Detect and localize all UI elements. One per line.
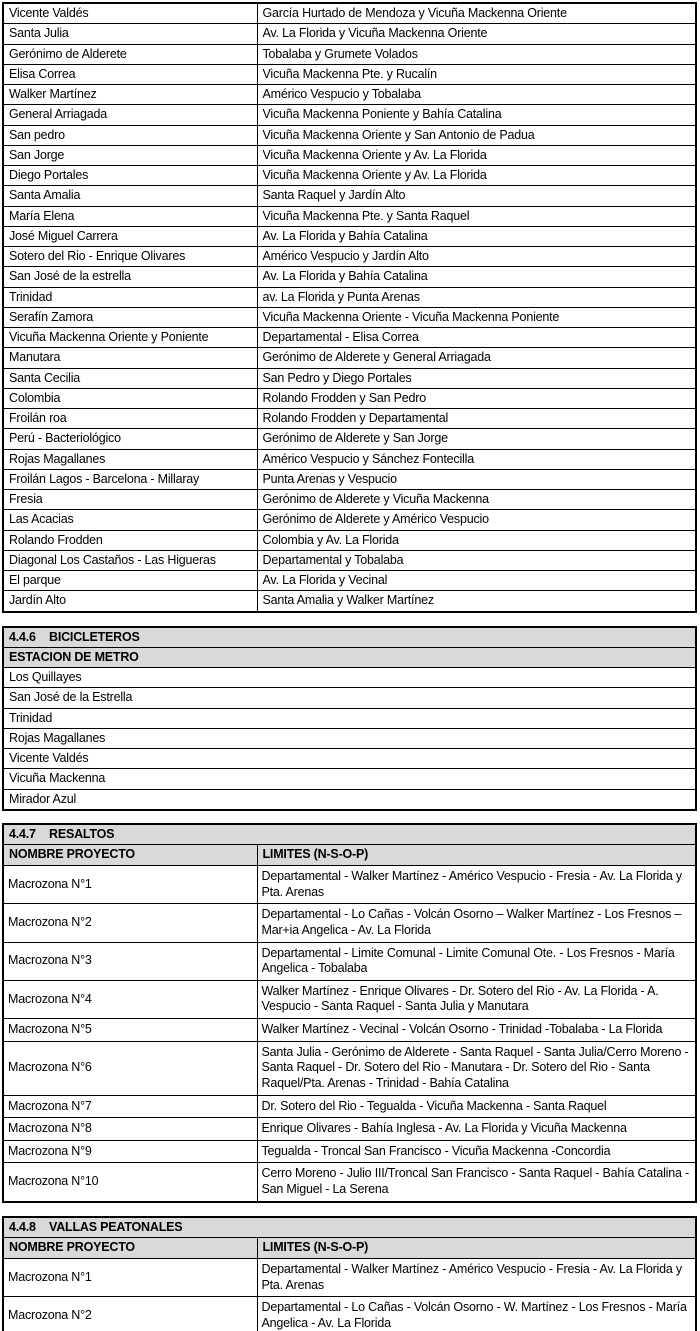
- station-name-cell: Froilán Lagos - Barcelona - Millaray: [3, 469, 257, 489]
- table-row: [3, 510, 696, 530]
- table-row: [3, 409, 696, 429]
- station-name-cell: Sotero del Rio - Enrique Olivares: [3, 247, 257, 267]
- limits-cell: Dr. Sotero del Rio - Tegualda - Vicuña Mackenna - Santa Raquel: [257, 1095, 696, 1118]
- project-name-cell: Macrozona N°1: [3, 1258, 257, 1296]
- column-header-nombre-proyecto: NOMBRE PROYECTO: [3, 1238, 257, 1259]
- limits-cell: Departamental y Tobalaba: [257, 550, 696, 570]
- limits-cell: Vicuña Mackenna Oriente y Av. La Florida: [257, 166, 696, 186]
- station-name-cell: Trinidad: [3, 287, 257, 307]
- limits-cell: Américo Vespucio y Tobalaba: [257, 85, 696, 105]
- station-name-cell: San pedro: [3, 125, 257, 145]
- station-name-cell: Rolando Frodden: [3, 530, 257, 550]
- station-name-cell: Jardín Alto: [3, 591, 257, 612]
- table-row: [3, 1163, 696, 1202]
- table-row: [3, 571, 696, 591]
- table-row: [3, 267, 696, 287]
- limits-cell: Departamental - Limite Comunal - Limite Comunal Ote. - Los Fresnos - María Angelica - Tobalaba: [257, 942, 696, 980]
- limits-cell: Vicuña Mackenna Oriente y Av. La Florida: [257, 145, 696, 165]
- column-header-row: [3, 647, 696, 667]
- resaltos-table: [2, 823, 697, 1203]
- station-name-cell: Colombia: [3, 388, 257, 408]
- limits-cell: Departamental - Walker Martínez - Américo Vespucio - Fresia - Av. La Florida y Pta. Arenas: [257, 1258, 696, 1296]
- table-row: [3, 469, 696, 489]
- section-title: BICICLETEROS: [49, 629, 140, 644]
- table-row: [3, 749, 696, 769]
- table-row: [3, 125, 696, 145]
- table-row: [3, 550, 696, 570]
- limits-cell: Departamental - Walker Martínez - Américo Vespucio - Fresia - Av. La Florida y Pta. Arenas: [257, 866, 696, 904]
- table-row: [3, 226, 696, 246]
- table-row: [3, 668, 696, 688]
- limits-cell: Santa Amalia y Walker Martínez: [257, 591, 696, 612]
- limits-cell: Gerónimo de Alderete y Vicuña Mackenna: [257, 490, 696, 510]
- table-row: [3, 688, 696, 708]
- table-row: [3, 105, 696, 125]
- limits-cell: Av. La Florida y Bahía Catalina: [257, 226, 696, 246]
- limits-cell: Departamental - Lo Cañas - Volcán Osorno - W. Martínez - Los Fresnos - María Angelica - Av. La Florida: [257, 1297, 696, 1331]
- limits-cell: Gerónimo de Alderete y General Arriagada: [257, 348, 696, 368]
- table-row: [3, 186, 696, 206]
- metro-station-cell: Vicuña Mackenna: [3, 769, 696, 789]
- limits-cell: Santa Julia - Gerónimo de Alderete - Santa Raquel - Santa Julia/Cerro Moreno - Santa Raquel - Dr. Sotero del Rio - Manutara - Dr. Sotero del Rio - Santa Raquel/Pta. Arenas - Trinidad - Bahía Catalina: [257, 1041, 696, 1095]
- column-header-row: [3, 1238, 696, 1259]
- table-row: [3, 866, 696, 904]
- station-name-cell: Elisa Correa: [3, 64, 257, 84]
- section-number: 4.4.8: [9, 1219, 36, 1234]
- table-row: [3, 1118, 696, 1141]
- limits-cell: Vicuña Mackenna Poniente y Bahía Catalina: [257, 105, 696, 125]
- station-name-cell: Walker Martínez: [3, 85, 257, 105]
- table-row: [3, 708, 696, 728]
- project-name-cell: Macrozona N°8: [3, 1118, 257, 1141]
- bicicleteros-table: [2, 626, 697, 811]
- section-header-row: [3, 1217, 696, 1238]
- limits-cell: Vicuña Mackenna Pte. y Rucalín: [257, 64, 696, 84]
- metro-station-cell: San José de la Estrella: [3, 688, 696, 708]
- table-row: [3, 769, 696, 789]
- limits-cell: Departamental - Lo Cañas - Volcán Osorno – Walker Martínez - Los Fresnos – Mar+ia Angelica - Av. La Florida: [257, 904, 696, 942]
- station-name-cell: Perú - Bacteriológico: [3, 429, 257, 449]
- station-name-cell: Santa Cecilia: [3, 368, 257, 388]
- metro-station-cell: Los Quillayes: [3, 668, 696, 688]
- station-name-cell: Serafín Zamora: [3, 307, 257, 327]
- table-row: [3, 904, 696, 942]
- table-row: [3, 85, 696, 105]
- table-row: [3, 728, 696, 748]
- table-row: [3, 145, 696, 165]
- project-name-cell: Macrozona N°7: [3, 1095, 257, 1118]
- station-name-cell: José Miguel Carrera: [3, 226, 257, 246]
- station-name-cell: Vicente Valdés: [3, 3, 257, 24]
- table-row: [3, 44, 696, 64]
- limits-cell: Cerro Moreno - Julio III/Troncal San Francisco - Santa Raquel - Bahía Catalina - San Miguel - La Serena: [257, 1163, 696, 1202]
- section-header-bicicleteros: [3, 627, 696, 648]
- section-header-row: [3, 627, 696, 648]
- station-name-cell: San José de la estrella: [3, 267, 257, 287]
- project-name-cell: Macrozona N°6: [3, 1041, 257, 1095]
- column-header-row: [3, 845, 696, 866]
- table-row: [3, 64, 696, 84]
- table-row: [3, 591, 696, 612]
- limits-cell: Rolando Frodden y Departamental: [257, 409, 696, 429]
- station-name-cell: Las Acacias: [3, 510, 257, 530]
- limits-cell: Punta Arenas y Vespucio: [257, 469, 696, 489]
- station-name-cell: Rojas Magallanes: [3, 449, 257, 469]
- limits-cell: Vicuña Mackenna Oriente y San Antonio de Padua: [257, 125, 696, 145]
- limits-cell: San Pedro y Diego Portales: [257, 368, 696, 388]
- table-row: [3, 429, 696, 449]
- section-header-resaltos: [3, 824, 696, 845]
- station-name-cell: Gerónimo de Alderete: [3, 44, 257, 64]
- table-row: [3, 368, 696, 388]
- station-name-cell: Vicuña Mackenna Oriente y Poniente: [3, 328, 257, 348]
- section-header-row: [3, 824, 696, 845]
- limits-cell: Santa Raquel y Jardín Alto: [257, 186, 696, 206]
- station-name-cell: Manutara: [3, 348, 257, 368]
- table-row: [3, 24, 696, 44]
- section-number: 4.4.7: [9, 826, 36, 841]
- table-row: [3, 980, 696, 1018]
- metro-station-cell: Vicente Valdés: [3, 749, 696, 769]
- limits-cell: Rolando Frodden y San Pedro: [257, 388, 696, 408]
- project-name-cell: Macrozona N°2: [3, 1297, 257, 1331]
- project-name-cell: Macrozona N°1: [3, 866, 257, 904]
- table-row: [3, 1019, 696, 1042]
- station-name-cell: Froilán roa: [3, 409, 257, 429]
- column-header-limites: LIMITES (N-S-O-P): [257, 845, 696, 866]
- limits-cell: García Hurtado de Mendoza y Vicuña Mackenna Oriente: [257, 3, 696, 24]
- project-name-cell: Macrozona N°4: [3, 980, 257, 1018]
- project-name-cell: Macrozona N°3: [3, 942, 257, 980]
- limits-cell: Departamental - Elisa Correa: [257, 328, 696, 348]
- table-row: [3, 1140, 696, 1163]
- table-row: [3, 3, 696, 24]
- project-name-cell: Macrozona N°2: [3, 904, 257, 942]
- section-header-vallas-peatonales: [3, 1217, 696, 1238]
- limits-cell: Tegualda - Troncal San Francisco - Vicuña Mackenna -Concordia: [257, 1140, 696, 1163]
- project-name-cell: Macrozona N°10: [3, 1163, 257, 1202]
- table-row: [3, 247, 696, 267]
- table-row: [3, 307, 696, 327]
- table-row: [3, 789, 696, 810]
- table-row: [3, 1041, 696, 1095]
- station-name-cell: General Arriagada: [3, 105, 257, 125]
- column-header-limites: LIMITES (N-S-O-P): [257, 1238, 696, 1259]
- limits-cell: Vicuña Mackenna Pte. y Santa Raquel: [257, 206, 696, 226]
- section-title: RESALTOS: [49, 826, 115, 841]
- table-row: [3, 287, 696, 307]
- section-title: VALLAS PEATONALES: [49, 1219, 183, 1234]
- limits-cell: Américo Vespucio y Jardín Alto: [257, 247, 696, 267]
- table-row: [3, 348, 696, 368]
- table-row: [3, 206, 696, 226]
- limits-cell: Walker Martínez - Vecinal - Volcán Osorno - Trinidad -Tobalaba - La Florida: [257, 1019, 696, 1042]
- metro-station-cell: Mirador Azul: [3, 789, 696, 810]
- station-name-cell: El parque: [3, 571, 257, 591]
- limits-cell: Vicuña Mackenna Oriente - Vicuña Mackenna Poniente: [257, 307, 696, 327]
- limits-cell: Gerónimo de Alderete y Américo Vespucio: [257, 510, 696, 530]
- limits-cell: Enrique Olivares - Bahía Inglesa - Av. La Florida y Vicuña Mackenna: [257, 1118, 696, 1141]
- metro-station-cell: Trinidad: [3, 708, 696, 728]
- station-name-cell: Fresia: [3, 490, 257, 510]
- station-name-cell: San Jorge: [3, 145, 257, 165]
- table-row: [3, 166, 696, 186]
- table-row: [3, 1258, 696, 1296]
- table-row: [3, 449, 696, 469]
- column-header-nombre-proyecto: NOMBRE PROYECTO: [3, 845, 257, 866]
- station-name-cell: Santa Amalia: [3, 186, 257, 206]
- limits-cell: Gerónimo de Alderete y San Jorge: [257, 429, 696, 449]
- limits-cell: Tobalaba y Grumete Volados: [257, 44, 696, 64]
- station-name-cell: María Elena: [3, 206, 257, 226]
- limits-cell: Av. La Florida y Vecinal: [257, 571, 696, 591]
- station-name-cell: Santa Julia: [3, 24, 257, 44]
- stations-limits-table: [2, 2, 697, 613]
- table-row: [3, 1095, 696, 1118]
- table-row: [3, 530, 696, 550]
- vallas-peatonales-table: [2, 1216, 697, 1331]
- limits-cell: Américo Vespucio y Sánchez Fontecilla: [257, 449, 696, 469]
- column-header-estacion-de-metro: ESTACION DE METRO: [3, 647, 696, 667]
- section-number: 4.4.6: [9, 629, 36, 644]
- limits-cell: Walker Martínez - Enrique Olivares - Dr. Sotero del Rio - Av. La Florida - A. Vespucio - Santa Raquel - Santa Julia y Manutara: [257, 980, 696, 1018]
- limits-cell: Av. La Florida y Bahía Catalina: [257, 267, 696, 287]
- project-name-cell: Macrozona N°9: [3, 1140, 257, 1163]
- table-row: [3, 328, 696, 348]
- station-name-cell: Diagonal Los Castaños - Las Higueras: [3, 550, 257, 570]
- limits-cell: Av. La Florida y Vicuña Mackenna Oriente: [257, 24, 696, 44]
- table-row: [3, 388, 696, 408]
- table-row: [3, 490, 696, 510]
- station-name-cell: Diego Portales: [3, 166, 257, 186]
- table-row: [3, 942, 696, 980]
- limits-cell: av. La Florida y Punta Arenas: [257, 287, 696, 307]
- table-row: [3, 1297, 696, 1331]
- project-name-cell: Macrozona N°5: [3, 1019, 257, 1042]
- limits-cell: Colombia y Av. La Florida: [257, 530, 696, 550]
- metro-station-cell: Rojas Magallanes: [3, 728, 696, 748]
